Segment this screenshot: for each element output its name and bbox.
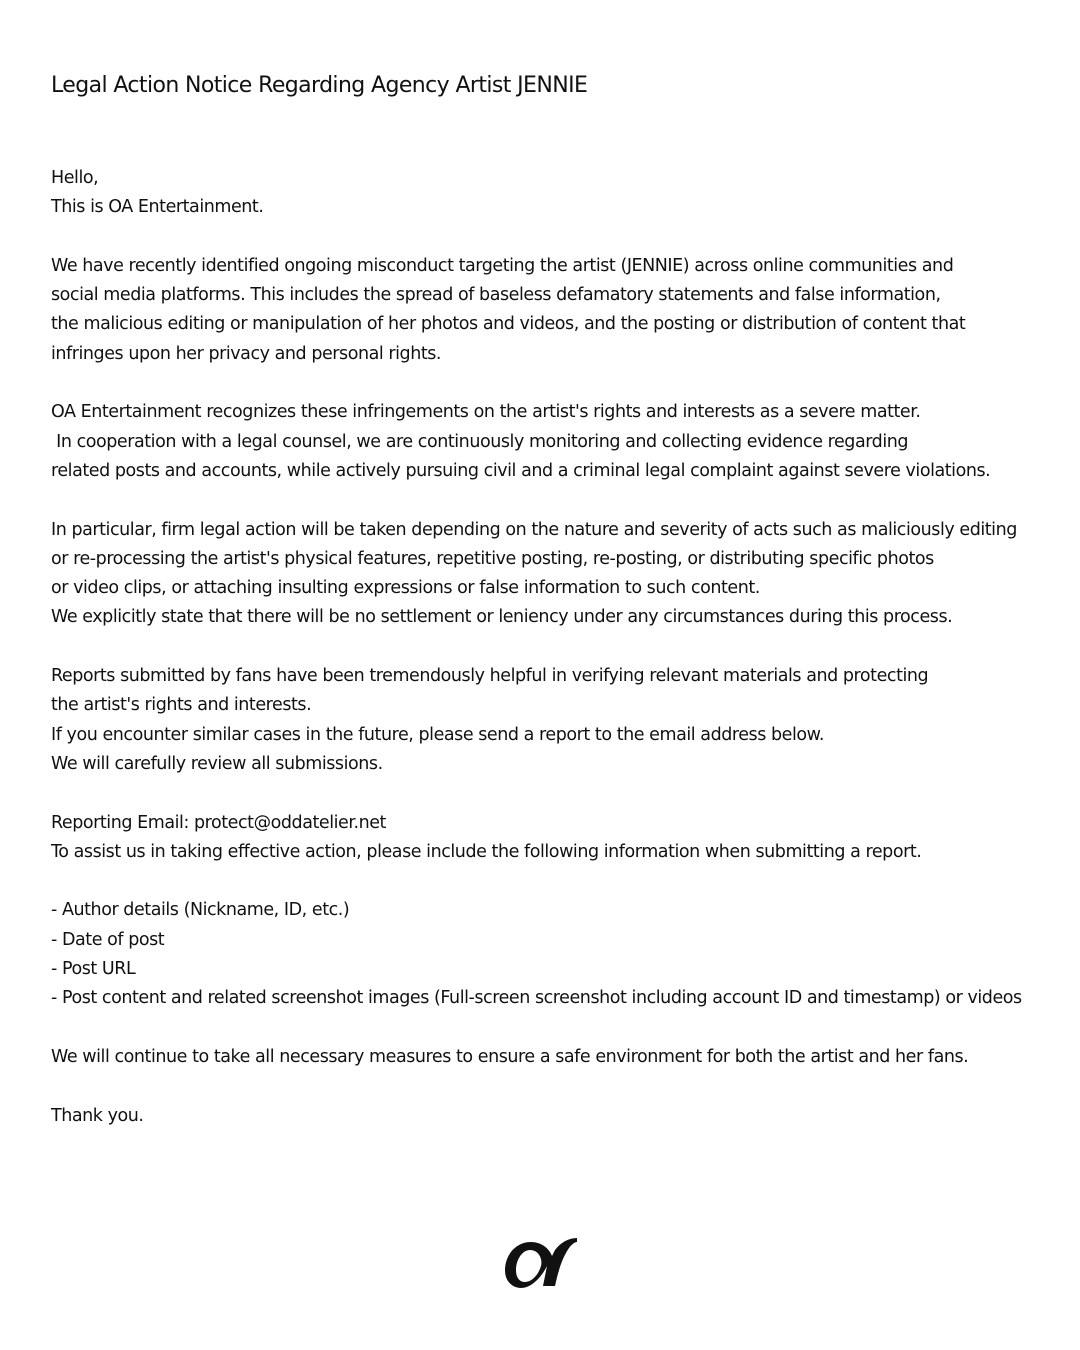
text-line: related posts and accounts, while actively pursuing civil and a criminal legal complaint against severe violations. [51, 460, 991, 481]
paragraph-reports [51, 662, 1061, 779]
text-line: OA Entertainment recognizes these infringements on the artist's rights and interests as a severe matter. [51, 402, 921, 423]
text-line: We will continue to take all necessary measures to ensure a safe environment for both the artist and her fans. [51, 1046, 969, 1067]
text-line: infringes upon her privacy and personal rights. [51, 343, 442, 364]
paragraph-recognition [51, 398, 1061, 486]
paragraph-legal-action [51, 516, 1061, 633]
paragraph-required-info-list [51, 896, 1061, 1013]
text-line: the malicious editing or manipulation of her photos and videos, and the posting or distribution of content that [51, 314, 966, 335]
paragraph-closing [51, 1102, 1061, 1131]
paragraph-greeting [51, 164, 1061, 223]
reporting-email-line: Reporting Email: protect@oddatelier.net [51, 812, 386, 833]
list-item: - Author details (Nickname, ID, etc.) [51, 900, 350, 921]
text-line: or re-processing the artist's physical features, repetitive posting, re-posting, or distributing specific photos [51, 548, 934, 569]
text-line: In particular, firm legal action will be taken depending on the nature and severity of acts such as maliciously editing [51, 519, 1017, 540]
text-line: We will carefully review all submissions. [51, 753, 383, 774]
text-line: If you encounter similar cases in the future, please send a report to the email address below. [51, 724, 825, 745]
text-line: or video clips, or attaching insulting expressions or false information to such content. [51, 578, 760, 599]
list-item: - Post URL [51, 959, 136, 980]
notice-title: Legal Action Notice Regarding Agency Artist JENNIE [51, 73, 588, 98]
text-line: This is OA Entertainment. [51, 197, 264, 218]
text-line: the artist's rights and interests. [51, 695, 312, 716]
text-line: Reports submitted by fans have been tremendously helpful in verifying relevant materials and protecting [51, 666, 929, 687]
text-line: We have recently identified ongoing misconduct targeting the artist (JENNIE) across online communities and [51, 255, 954, 276]
paragraph-reporting-email [51, 809, 1061, 868]
text-line: Thank you. [51, 1105, 144, 1126]
text-line: Hello, [51, 168, 99, 188]
notice-body [51, 164, 1061, 1160]
text-line: social media platforms. This includes the spread of baseless defamatory statements and false information, [51, 285, 941, 306]
text-line: In cooperation with a legal counsel, we are continuously monitoring and collecting evidence regarding [51, 431, 909, 452]
paragraph-commitment [51, 1043, 1061, 1072]
text-line: To assist us in taking effective action, please include the following information when submitting a report. [51, 841, 922, 862]
oa-logo-icon [503, 1236, 579, 1290]
text-line: We explicitly state that there will be no settlement or leniency under any circumstances during this process. [51, 607, 953, 628]
list-item: - Date of post [51, 929, 165, 950]
list-item: - Post content and related screenshot images (Full-screen screenshot including account ID and timestamp) or videos [51, 988, 1022, 1009]
paragraph-misconduct [51, 252, 1061, 369]
